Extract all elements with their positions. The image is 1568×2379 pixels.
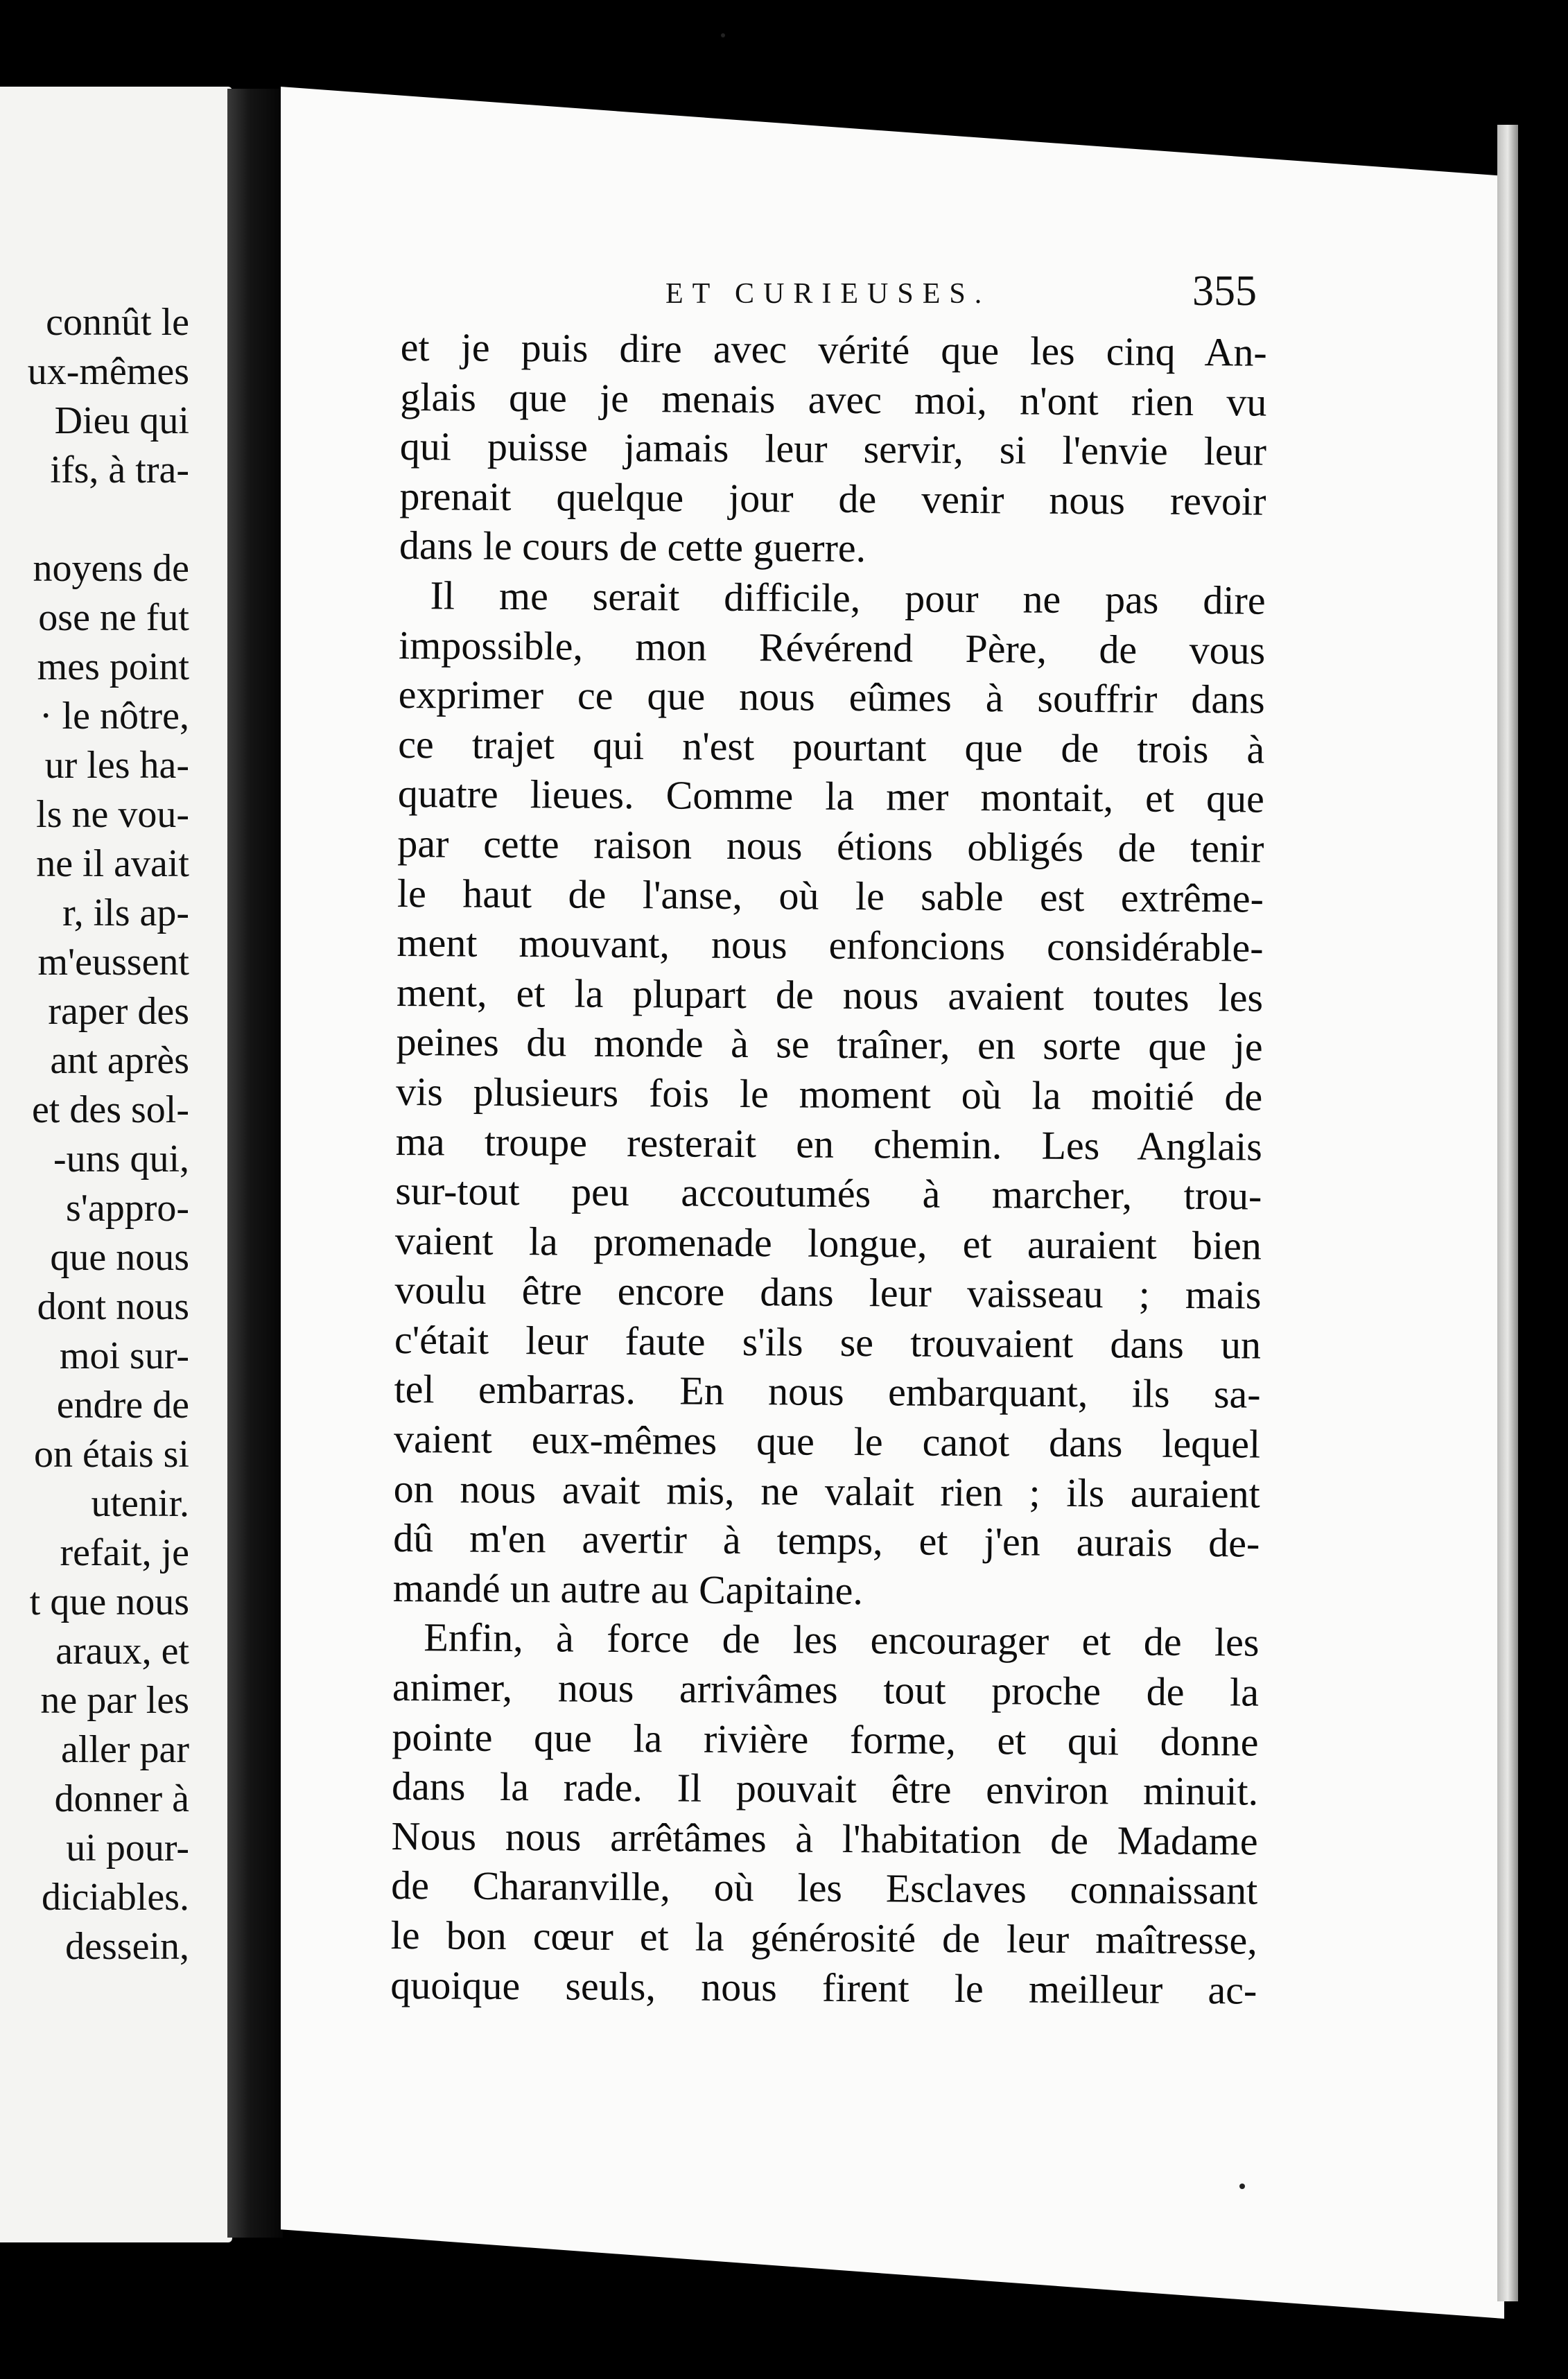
text-line: dans la rade. Il pouvait être environ minuit. [391, 1763, 1259, 1814]
text-line: qui puisse jamais leur servir, si l'envie leur [399, 424, 1267, 474]
text-line: quatre lieues. Comme la mer montait, et que [397, 771, 1265, 821]
left-page-line: araux, et [55, 1630, 189, 1673]
left-page-line: utenir. [91, 1482, 189, 1525]
left-page-line: refait, je [60, 1531, 189, 1574]
left-page-line: diciables. [41, 1876, 189, 1919]
text-line: ment mouvant, nous enfoncions considérable- [397, 920, 1264, 970]
text-line: pointe que la rivière forme, et qui donne [392, 1714, 1259, 1765]
left-page-line: endre de [56, 1384, 189, 1427]
left-page-line: m'eussent [37, 941, 189, 984]
running-head: ET CURIEUSES. [665, 278, 991, 310]
text-line: voulu être encore dans leur vaisseau ; mais [394, 1267, 1262, 1318]
left-page-line: -uns qui, [53, 1138, 189, 1180]
text-line: Enfin, à force de les encourager et de les [424, 1614, 1260, 1666]
left-page-line: ui pour- [66, 1827, 189, 1870]
text-line: prenait quelque jour de venir nous revoir [399, 473, 1266, 524]
text-line: impossible, mon Révérend Père, de vous [398, 622, 1266, 673]
left-page-line: et des sol- [31, 1088, 189, 1131]
left-page-line [0, 495, 189, 544]
speck-mark [1239, 2184, 1245, 2189]
text-line: ma troupe resterait en chemin. Les Anglais [395, 1118, 1262, 1169]
text-line: peines du monde à se traîner, en sorte que je [396, 1019, 1263, 1070]
text-line: glais que je menais avec moi, n'ont rien vu [400, 374, 1267, 425]
left-page-line: mes point [37, 645, 189, 688]
page-number: 355 [1192, 268, 1257, 315]
left-page-line: t que nous [29, 1580, 189, 1623]
text-line: le bon cœur et la générosité de leur maîtresse, [390, 1912, 1257, 1963]
text-line: exprimer ce que nous eûmes à souffrir dans [398, 672, 1265, 722]
text-line: dans le cours de cette guerre. [399, 523, 866, 571]
left-page-line: s'appro- [65, 1187, 189, 1230]
left-page [0, 87, 232, 2242]
left-page-line: Dieu qui [54, 399, 189, 442]
left-page-line: ant après [50, 1039, 189, 1082]
text-line: par cette raison nous étions obligés de tenir [397, 820, 1264, 871]
text-line: animer, nous arrivâmes tout proche de la [392, 1664, 1260, 1715]
book-gutter [227, 89, 283, 2238]
left-page-line: · le nôtre, [39, 695, 189, 738]
left-page-line: connût le [46, 301, 189, 344]
left-page-line: ose ne fut [38, 596, 189, 639]
page-edge [1497, 125, 1518, 2301]
left-page-line: que nous [50, 1236, 189, 1279]
text-line: Nous nous arrêtâmes à l'habitation de Madame [391, 1813, 1258, 1864]
left-page-line: moi sur- [59, 1334, 189, 1377]
left-page-line: ls ne vou- [36, 793, 189, 836]
text-line: quoique seuls, nous firent le meilleur ac- [390, 1962, 1257, 2013]
left-page-line: dont nous [37, 1285, 189, 1328]
left-page-line: dessein, [65, 1925, 189, 1968]
left-page-line: ne par les [40, 1679, 189, 1722]
text-line: c'était leur faute s'ils se trouvaient dans un [394, 1316, 1262, 1368]
body-text [390, 322, 1267, 2015]
text-line: dû m'en avertir à temps, et j'en aurais de- [393, 1515, 1260, 1566]
left-page-line: on étais si [34, 1433, 189, 1476]
text-line: de Charanville, où les Esclaves connaissant [391, 1863, 1258, 1913]
text-line: sur-tout peu accoutumés à marcher, trou- [395, 1168, 1262, 1219]
left-page-line: aller par [61, 1728, 189, 1771]
speck-mark [721, 33, 725, 37]
left-page-line: ux-mêmes [27, 350, 189, 393]
left-page-line: ur les ha- [44, 744, 189, 787]
left-page-line: ifs, à tra- [50, 448, 189, 491]
text-line: vaient la promenade longue, et auraient bien [394, 1217, 1262, 1269]
left-page-line: donner à [54, 1777, 189, 1820]
text-line: et je puis dire avec vérité que les cinq An- [400, 324, 1267, 375]
left-page-line: noyens de [33, 547, 189, 590]
text-line: ce trajet qui n'est pourtant que de trois à [398, 721, 1265, 772]
text-line: Il me serait difficile, pour ne pas dire [430, 573, 1266, 623]
text-line: ment, et la plupart de nous avaient toutes les [396, 969, 1264, 1020]
left-page-line: raper des [48, 990, 189, 1033]
text-line: le haut de l'anse, où le sable est extrême- [397, 870, 1264, 921]
left-page-line: ne il avait [36, 842, 189, 885]
text-line: mandé un autre au Capitaine. [392, 1565, 864, 1613]
text-line: vis plusieurs fois le moment où la moitié de [396, 1068, 1263, 1119]
text-line: vaient eux-mêmes que le canot dans lequel [393, 1416, 1261, 1467]
text-line: tel embarras. En nous embarquant, ils sa- [394, 1366, 1261, 1418]
left-page-text [0, 298, 189, 1971]
left-page-line: r, ils ap- [62, 891, 189, 934]
text-line: on nous avait mis, ne valait rien ; ils auraient [393, 1465, 1260, 1517]
